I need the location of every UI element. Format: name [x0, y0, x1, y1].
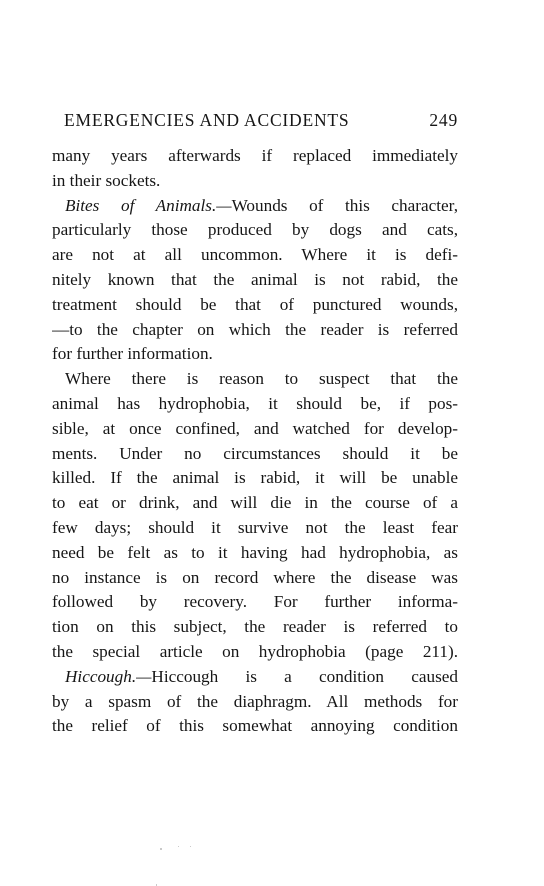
text-line: followed by recovery. For further informa-	[52, 592, 458, 612]
text-line: treatment should be that of punctured wounds,	[52, 294, 458, 314]
text-line: particularly those produced by dogs and cats,	[52, 220, 458, 240]
text-line: few days; should it survive not the least fear	[52, 517, 458, 537]
text-line: sible, at once confined, and watched for develop-	[52, 418, 458, 438]
text-line: by a spasm of the diaphragm. All methods for	[52, 691, 458, 711]
page-number: 249	[429, 110, 458, 130]
text-line: many years afterwards if replaced immediately	[52, 146, 458, 165]
text-line: no instance is on record where the disease was	[52, 567, 458, 587]
text-line: ments. Under no circumstances should it be	[52, 443, 458, 463]
paper-speck	[190, 846, 191, 847]
text-line: are not at all uncommon. Where it is defi-	[52, 245, 458, 265]
text-line: for further information.	[52, 344, 213, 364]
text-line: tion on this subject, the reader is referred to	[52, 617, 458, 637]
text-line: nitely known that the animal is not rabid, the	[52, 269, 458, 289]
text-line: the special article on hydrophobia (page 211).	[52, 641, 458, 661]
text-line: Where there is reason to suspect that the	[65, 369, 458, 389]
running-head-title: EMERGENCIES AND ACCIDENTS	[64, 110, 350, 130]
text-line: need be felt as to it having had hydrophobia, as	[52, 542, 458, 562]
text-line-rest: Hiccough is a condition caused	[151, 666, 458, 686]
run-in-heading-hiccough: Hiccough.—	[65, 666, 152, 686]
run-in-heading-bites-of-animals: Bites of Animals.—	[65, 195, 232, 215]
text-line	[52, 194, 458, 219]
text-line	[52, 665, 458, 690]
running-head	[64, 108, 458, 132]
text-line: the relief of this somewhat annoying condition	[52, 716, 458, 736]
text-line-rest: Wounds of this character,	[231, 195, 458, 215]
paper-speck	[178, 846, 179, 847]
text-line: animal has hydrophobia, it should be, if pos-	[52, 393, 458, 413]
text-line: to eat or drink, and will die in the course of a	[52, 493, 458, 513]
text-line: in their sockets.	[52, 170, 161, 190]
text-line: —to the chapter on which the reader is referred	[52, 319, 458, 339]
body-text	[52, 144, 458, 739]
text-line: killed. If the animal is rabid, it will be unable	[52, 468, 458, 488]
paper-speck	[160, 848, 162, 850]
